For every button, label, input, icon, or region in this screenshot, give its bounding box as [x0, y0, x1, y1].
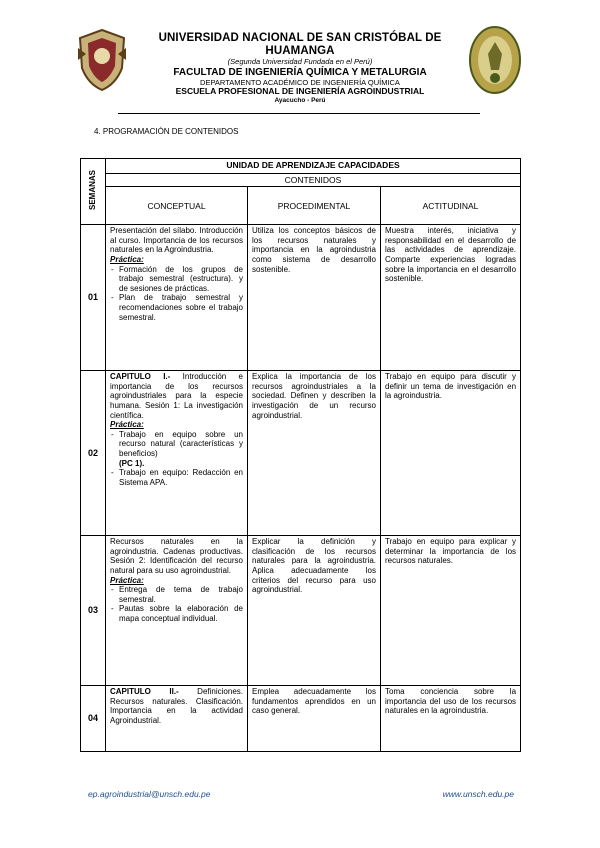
- practice-label: Práctica:: [110, 254, 144, 264]
- list-item: - Plan de trabajo semestral y recomendaciones sobre el trabajo semestral.: [110, 293, 243, 322]
- footer-website[interactable]: www.unsch.edu.pe: [442, 789, 514, 799]
- document-header: [128, 32, 472, 104]
- practice-list: [110, 585, 243, 623]
- faculty-name: FACULTAD DE INGENIERÍA QUÍMICA Y METALURGIA: [173, 67, 427, 79]
- practice-label: Práctica:: [110, 575, 144, 585]
- university-crest-icon: [76, 28, 128, 92]
- conceptual-cell: [106, 536, 248, 686]
- conceptual-cell: [106, 371, 248, 536]
- list-item: - Trabajo en equipo: Redacción en Sistema APA.: [110, 468, 243, 487]
- column-header-actitudinal: ACTITUDINAL: [381, 187, 521, 225]
- conceptual-cell: [106, 225, 248, 371]
- list-item: - Entrega de tema de trabajo semestral.: [110, 585, 243, 604]
- column-header-conceptual: CONCEPTUAL: [106, 187, 248, 225]
- contenidos-header: CONTENIDOS: [106, 174, 521, 187]
- header-divider: [118, 113, 480, 114]
- conceptual-text: Definiciones. Recursos naturales. Clasificación. Importancia en la actividad Agroindustrial.: [110, 687, 243, 725]
- procedimental-cell: Explicar la definición y clasificación de los recursos naturales para la agroindustria. Aplica adecuadamente los criterios del recurso para uso agroindustrial.: [248, 536, 381, 686]
- list-item: - Formación de los grupos de trabajo semestral (estructura). y de sesiones de prácticas.: [110, 265, 243, 294]
- week-number: 02: [81, 371, 106, 536]
- week-number: 03: [81, 536, 106, 686]
- university-name: UNIVERSIDAD NACIONAL DE SAN CRISTÓBAL DE HUAMANGA: [158, 32, 442, 58]
- table-row: [81, 371, 521, 536]
- table-row: [81, 225, 521, 371]
- semanas-header: SEMANAS: [81, 159, 106, 225]
- table-row: [81, 536, 521, 686]
- procedimental-cell: Explica la importancia de los recursos agroindustriales a la sociedad. Definen y describen la investigación de un recurso agroindustrial.: [248, 371, 381, 536]
- table-row: [81, 686, 521, 752]
- list-item: - Pautas sobre la elaboración de mapa conceptual individual.: [110, 604, 243, 623]
- city-name: Ayacucho - Perú: [274, 96, 326, 104]
- footer-email[interactable]: ep.agroindustrial@unsch.edu.pe: [88, 789, 211, 799]
- practice-list: [110, 430, 243, 488]
- conceptual-text: Presentación del sílabo. Introducción al curso. Importancia de los recursos naturales en la Agroindustria.: [110, 226, 243, 255]
- conceptual-text: Introducción e importancia de los recursos agroindustriales para la especie humana. Sesión 1: La investigación científica.: [110, 372, 244, 420]
- procedimental-cell: Utiliza los conceptos básicos de los recursos naturales y importancia en la agroindustria como sistema de desarrollo sostenible.: [248, 225, 381, 371]
- week-number: 04: [81, 686, 106, 752]
- list-item: - Trabajo en equipo sobre un recurso natural (características y beneficios) (PC 1).: [110, 430, 243, 468]
- week-number: 01: [81, 225, 106, 371]
- school-name: ESCUELA PROFESIONAL DE INGENIERÍA AGROINDUSTRIAL: [175, 86, 425, 97]
- practice-list: [110, 265, 243, 323]
- department-name: DEPARTAMENTO ACADÉMICO DE INGENIERÍA QUÍMICA: [200, 77, 400, 87]
- actitudinal-cell: Trabajo en equipo para explicar y determinar la importancia de los recursos naturales.: [381, 536, 521, 686]
- unit-header: UNIDAD DE APRENDIZAJE CAPACIDADES: [106, 159, 521, 174]
- content-program-table: [80, 158, 521, 752]
- actitudinal-cell: Toma conciencia sobre la importancia del uso de los recursos naturales en la agroindustria.: [381, 686, 521, 752]
- conceptual-cell: [106, 686, 248, 752]
- actitudinal-cell: Trabajo en equipo para discutir y definir un tema de investigación en la agroindustria.: [381, 371, 521, 536]
- section-title: 4. PROGRAMACIÓN DE CONTENIDOS: [94, 127, 239, 136]
- university-subtitle: (Segunda Universidad Fundada en el Perú): [227, 57, 373, 67]
- chapter-label: CAPITULO I.-: [110, 372, 171, 382]
- conceptual-text: Recursos naturales en la agroindustria. Cadenas productivas. Sesión 2: Identificación del recurso natural para su uso agroindustrial.: [110, 537, 243, 575]
- actitudinal-cell: Muestra interés, iniciativa y responsabilidad en el desarrollo de las actividades de aprendizaje. Comparte experiencias logradas sobre la importancia en el desarrollo sostenible.: [381, 225, 521, 371]
- column-header-procedimental: PROCEDIMENTAL: [248, 187, 381, 225]
- pc-label: (PC 1).: [119, 458, 145, 468]
- procedimental-cell: Emplea adecuadamente los fundamentos aprendidos en un caso general.: [248, 686, 381, 752]
- faculty-seal-icon: [468, 24, 522, 96]
- chapter-label: CAPITULO II.-: [110, 687, 179, 697]
- practice-label: Práctica:: [110, 420, 144, 430]
